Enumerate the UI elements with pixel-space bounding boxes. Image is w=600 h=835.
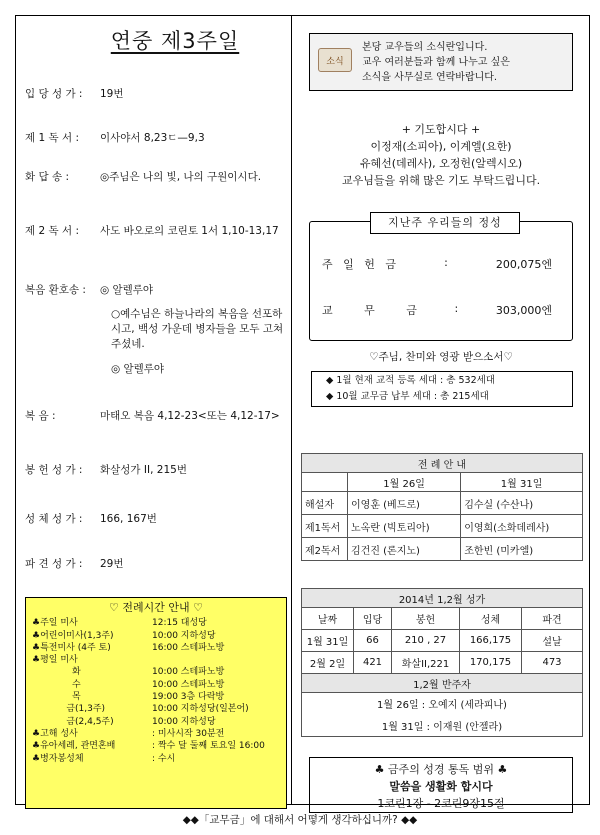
order-value: 29번	[100, 558, 124, 570]
accompanist-line: 1월 26일 : 오예지 (세라피나)	[302, 693, 583, 715]
column-header: 성체	[460, 608, 522, 630]
alleluia-end: ◎ 알렐루야	[111, 363, 165, 375]
order-row-gospel	[25, 409, 287, 424]
order-value: ◎주님은 나의 빛, 나의 구원이시다.	[100, 171, 262, 183]
order-row-recessional	[25, 557, 287, 572]
footer-question: ◆◆「교무금」에 대해서 어떻게 생각하십니까? ◆◆	[182, 814, 418, 826]
bible-reading-box: ♣ 금주의 성경 통독 범위 ♣ 말씀을 생활화 합시다 1코린1장 - 2코린9장15절	[309, 757, 573, 813]
order-row-second-reading	[25, 224, 287, 239]
order-row-offertory	[25, 463, 287, 478]
order-label: 파 견 성 가 :	[25, 558, 83, 570]
table-row: 해설자 이영훈 (베드로) 김수실 (수산나)	[302, 492, 583, 515]
schedule-line: 금(1,3주) 10:00 지하성당(일본어)	[32, 704, 249, 715]
table-row: 제1독서 노옥란 (빅토리아) 이영희(소화데레사)	[302, 515, 583, 538]
order-label: 복음 환호송 :	[25, 284, 86, 296]
schedule-line: 화 10:00 스테파노방	[32, 667, 225, 678]
order-value: 사도 바오로의 코린토 1서 1,10-13,17	[100, 225, 279, 237]
order-label: 제 2 독 서 :	[25, 225, 79, 237]
order-value: 화살성가 II, 215번	[100, 464, 187, 476]
worship-schedule-box	[25, 597, 287, 809]
order-row-first-reading	[25, 131, 287, 146]
notice-box	[309, 33, 573, 91]
news-logo-icon: 소식	[318, 48, 352, 72]
order-label: 봉 헌 성 가 :	[25, 464, 83, 476]
liturgy-date: 1월 26일	[348, 473, 461, 492]
schedule-line: 수 10:00 스테파노방	[32, 679, 225, 690]
liturgy-table	[301, 453, 583, 561]
offering-row-sunday: 주 일 헌 금 : 200,075엔	[322, 256, 552, 271]
order-row-entrance	[25, 87, 287, 102]
schedule-line: ♣어린이미사(1,3주) 10:00 지하성당	[32, 630, 216, 641]
schedule-line: 금(2,4,5주) 10:00 지하성당	[32, 716, 216, 727]
column-divider	[291, 15, 292, 805]
order-label: 화 답 송 :	[25, 171, 69, 183]
offering-box	[309, 216, 573, 341]
offering-row-dues: 교 무 금 : 303,000엔	[322, 302, 552, 317]
schedule-line: ♣유아세례, 관면혼배 : 짝수 달 둘째 토요일 16:00	[32, 741, 265, 752]
worship-schedule-title: ♡ 전례시간 안내 ♡	[109, 601, 203, 614]
order-row-psalm	[25, 170, 287, 185]
order-label: 복 음 :	[25, 410, 56, 422]
order-row-acclamation	[25, 283, 287, 298]
notice-text: 본당 교우들의 소식란입니다. 교우 여러분들과 함께 나누고 싶은 소식을 사무실로 연락바랍니다.	[362, 42, 510, 83]
column-header: 봉헌	[392, 608, 460, 630]
order-label: 제 1 독 서 :	[25, 132, 79, 144]
accompanist-title: 1,2월 반주자	[302, 674, 583, 693]
offering-title: 지난주 우리들의 정성	[370, 212, 520, 234]
liturgy-title: 전 례 안 내	[302, 454, 583, 473]
hymn-table	[301, 588, 583, 737]
table-row: 1월 31일 66 210 , 27 166,175 설날	[302, 630, 583, 652]
liturgy-date: 1월 31일	[461, 473, 583, 492]
gospel-verse: ○예수님은 하늘나라의 복음을 선포하시고, 백성 가운데 병자들을 모두 고쳐 주셨네.	[111, 308, 284, 350]
schedule-line: ♣병자봉성체 : 수시	[32, 753, 176, 764]
offering-message: ♡주님, 찬미와 영광 받으소서♡	[369, 351, 513, 363]
order-value: 19번	[100, 88, 124, 100]
order-value: 마태오 복음 4,12-23<또는 4,12-17>	[100, 410, 280, 422]
schedule-line: ♣주일 미사 12:15 대성당	[32, 618, 207, 629]
order-value: ◎ 알렐루야	[100, 284, 154, 296]
order-value: 166, 167번	[100, 513, 157, 525]
schedule-line: ♣특전미사 (4주 토) 16:00 스테파노방	[32, 642, 225, 653]
prayer-request: + 기도합시다 + 이정재(소피아), 이계엘(요한) 유혜선(데레사), 오정헌(알렉시오) 교우님들을 위해 많은 기도 부탁드립니다.	[341, 123, 541, 187]
hymn-title: 2014년 1,2월 성가	[302, 589, 583, 608]
table-row: 2월 2일 421 화살II,221 170,175 473	[302, 652, 583, 674]
order-label: 성 체 성 가 :	[25, 513, 83, 525]
table-row: 제2독서 김건진 (론지노) 조한빈 (미카엘)	[302, 538, 583, 561]
order-label: 입 당 성 가 :	[25, 88, 83, 100]
page-title: 연중 제3주일	[110, 29, 240, 53]
order-row-communion	[25, 512, 287, 527]
schedule-line: 목 19:00 3층 다락방	[32, 692, 225, 703]
column-header: 날짜	[302, 608, 354, 630]
column-header: 입당	[354, 608, 392, 630]
schedule-line: ♣평일 미사	[32, 655, 78, 666]
registration-box: ◆ 1월 현재 교적 등록 세대 : 총 532세대 ◆ 10월 교무금 납부 세대 : 총 215세대	[311, 371, 573, 407]
accompanist-line: 1월 31일 : 이재원 (안젤라)	[302, 715, 583, 737]
column-header: 파견	[522, 608, 583, 630]
left-column	[25, 25, 285, 764]
schedule-line: ♣고해 성사 : 미사시작 30분전	[32, 728, 225, 739]
order-value: 이사야서 8,23ㄷ—9,3	[100, 132, 205, 144]
